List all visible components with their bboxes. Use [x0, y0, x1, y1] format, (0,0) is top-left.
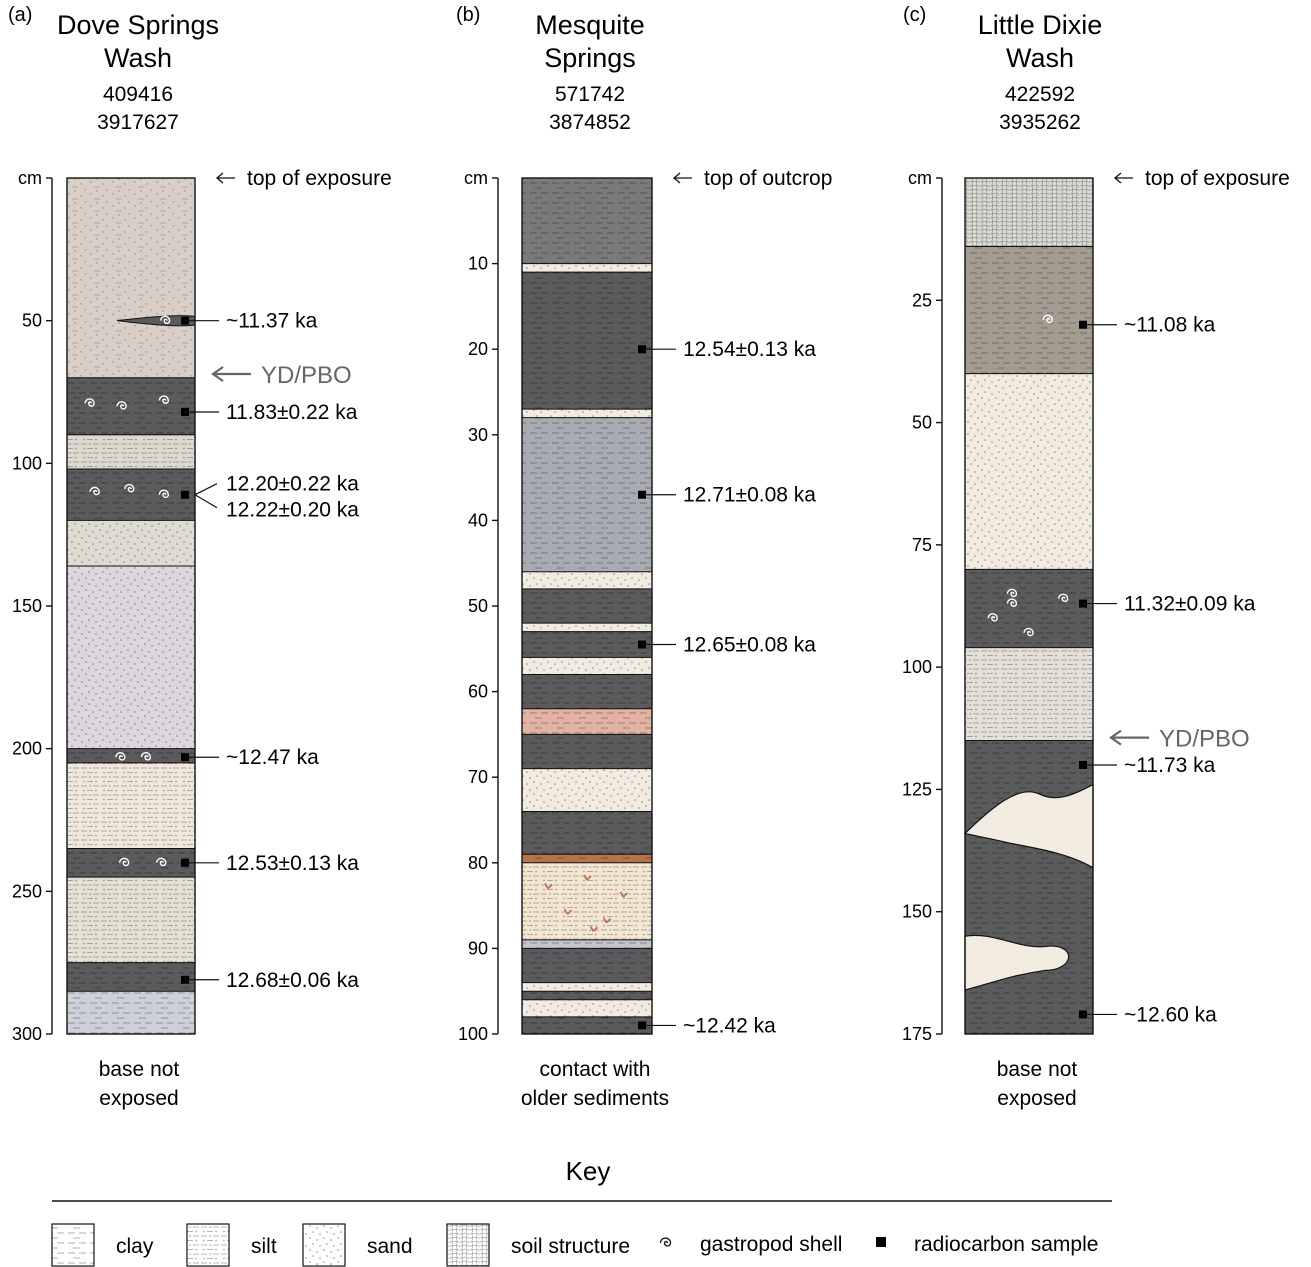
radiocarbon-age: 12.54±0.13 ka	[683, 338, 816, 362]
radiocarbon-age: 11.83±0.22 ka	[226, 400, 358, 424]
site-northing: 3874852	[549, 111, 631, 134]
section-column-b	[456, 4, 832, 1110]
layer-texture	[522, 272, 652, 409]
radiocarbon-age: 12.68±0.06 ka	[226, 968, 359, 992]
base-note: older sediments	[520, 1087, 670, 1110]
key-label: radiocarbon sample	[914, 1233, 1099, 1256]
site-title-line: Wash	[1005, 43, 1075, 73]
layer-texture	[67, 469, 195, 520]
axis-tick-label: 10	[467, 253, 488, 274]
axis-tick-label: 75	[911, 534, 932, 555]
radiocarbon-age: ~11.73 ka	[1124, 753, 1216, 777]
key-label: sand	[367, 1235, 413, 1258]
radiocarbon-age: ~11.08 ka	[1124, 313, 1216, 337]
base-note: base not	[98, 1058, 180, 1081]
key-swatch-texture	[187, 1224, 229, 1266]
layer-texture	[67, 749, 195, 763]
radiocarbon-age: ~12.42 ka	[683, 1014, 776, 1038]
layer-texture	[67, 849, 195, 878]
layer-texture	[522, 940, 652, 949]
axis-tick-label: 30	[467, 424, 488, 445]
layer-texture	[67, 520, 195, 566]
site-title-line: Dove Springs	[56, 10, 220, 40]
base-note: base not	[996, 1058, 1078, 1081]
panel-letter: (a)	[8, 4, 33, 26]
axis-tick-label: 50	[467, 596, 488, 616]
axis-tick-label: 150	[11, 596, 42, 616]
axis-unit-label: cm	[18, 168, 42, 188]
key-swatch-sample	[876, 1237, 886, 1247]
axis-unit-label: cm	[908, 168, 932, 188]
key-label: soil structure	[511, 1235, 631, 1258]
key-swatch-shell	[661, 1238, 671, 1246]
radiocarbon-age: ~12.47 ka	[226, 746, 319, 770]
key-label: clay	[116, 1235, 154, 1258]
axis-tick-label: 100	[457, 1024, 488, 1044]
axis-tick-label: 40	[467, 510, 488, 531]
axis-tick-label: 60	[467, 681, 488, 702]
axis-tick-label: 25	[911, 290, 932, 311]
section-column-c	[902, 4, 1290, 1110]
layer-texture	[67, 435, 195, 469]
axis-tick-label: 250	[11, 881, 42, 902]
site-northing: 3917627	[97, 111, 179, 134]
radiocarbon-age: 12.53±0.13 ka	[226, 851, 359, 875]
radiocarbon-age: 12.20±0.22 ka	[226, 472, 359, 496]
axis-tick-label: 20	[467, 339, 488, 360]
radiocarbon-age: ~12.60 ka	[1124, 1003, 1217, 1027]
top-note: top of exposure	[247, 167, 392, 190]
layer-texture	[522, 409, 652, 418]
layer-texture	[522, 811, 652, 854]
layer-texture	[522, 572, 652, 589]
section-column-a	[8, 4, 392, 1110]
arrow-left-icon	[674, 173, 692, 183]
layer-texture	[522, 589, 652, 623]
axis-tick-label: 125	[901, 779, 932, 800]
layer-texture	[67, 991, 195, 1034]
key-swatch-texture	[303, 1224, 345, 1266]
layer-texture	[67, 178, 195, 378]
axis-tick-label: 50	[21, 310, 42, 331]
site-easting: 422592	[1004, 83, 1076, 106]
arrow-left-icon	[1115, 173, 1133, 183]
axis-tick-label: 150	[901, 901, 932, 922]
axis-tick-label: 90	[467, 938, 488, 959]
axis-tick-label: 80	[467, 852, 488, 873]
radiocarbon-age: ~11.37 ka	[226, 309, 318, 333]
layer-texture	[67, 877, 195, 963]
layer-texture	[522, 769, 652, 812]
layer-texture	[522, 734, 652, 768]
radiocarbon-age: 12.22±0.20 ka	[226, 498, 359, 522]
base-note: contact with	[539, 1058, 651, 1081]
key-label: silt	[251, 1235, 277, 1258]
radiocarbon-sample-marker	[181, 491, 189, 499]
key-title: Key	[565, 1156, 611, 1186]
layer-texture	[522, 178, 652, 264]
layer-texture	[522, 657, 652, 674]
base-note: exposed	[997, 1087, 1077, 1110]
axis-tick-label: 100	[11, 453, 42, 474]
axis-tick-label: 50	[911, 412, 932, 433]
layer-texture	[965, 741, 1093, 1034]
key-label: gastropod shell	[700, 1233, 843, 1256]
axis-tick-label: 100	[901, 657, 932, 678]
layer-texture	[522, 983, 652, 992]
arrow-left-icon	[217, 173, 235, 183]
legend-key	[52, 1156, 1112, 1266]
layer-texture	[965, 648, 1093, 741]
panel-letter: (b)	[456, 4, 481, 26]
panel-letter: (c)	[903, 4, 927, 26]
base-note: exposed	[99, 1087, 179, 1110]
layer-texture	[67, 378, 195, 435]
layer-texture	[522, 854, 652, 863]
key-swatch-texture	[447, 1224, 489, 1266]
radiocarbon-age: 12.65±0.08 ka	[683, 633, 816, 657]
layer-texture	[965, 178, 1093, 246]
radiocarbon-age: 11.32±0.09 ka	[1124, 592, 1256, 616]
site-easting: 571742	[554, 83, 626, 106]
site-title-line: Springs	[544, 43, 636, 73]
ydpbo-arrow-icon	[1111, 731, 1149, 745]
axis-unit-label: cm	[464, 168, 488, 188]
layer-texture	[67, 763, 195, 849]
layer-texture	[522, 632, 652, 658]
layer-texture	[522, 1000, 652, 1017]
site-northing: 3935262	[999, 111, 1081, 134]
layer-texture	[67, 963, 195, 992]
axis-tick-label: 200	[11, 738, 42, 759]
ydpbo-label: YD/PBO	[1159, 725, 1250, 753]
site-title-line: Little Dixie	[977, 10, 1103, 40]
sample-leader	[195, 484, 217, 508]
axis-tick-label: 70	[467, 767, 488, 788]
layer-texture	[522, 1017, 652, 1034]
layer-texture	[522, 863, 652, 940]
layer-texture	[522, 264, 652, 273]
layer-texture	[67, 566, 195, 749]
axis-tick-label: 175	[901, 1024, 932, 1044]
key-swatch-texture	[52, 1224, 94, 1266]
layer-texture	[522, 418, 652, 572]
layer-texture	[522, 623, 652, 632]
site-easting: 409416	[102, 83, 174, 106]
layer-texture	[522, 948, 652, 982]
axis-tick-label: 300	[11, 1024, 42, 1044]
site-title-line: Mesquite	[535, 10, 645, 40]
ydpbo-label: YD/PBO	[261, 362, 352, 390]
layer-texture	[965, 246, 1093, 373]
ydpbo-arrow-icon	[213, 367, 251, 381]
top-note: top of outcrop	[704, 167, 833, 190]
site-title-line: Wash	[103, 43, 173, 73]
layer-texture	[965, 374, 1093, 570]
layer-texture	[522, 709, 652, 735]
top-note: top of exposure	[1145, 167, 1290, 190]
radiocarbon-age: 12.71±0.08 ka	[683, 483, 816, 507]
layer-texture	[522, 674, 652, 708]
layer-texture	[522, 991, 652, 1000]
